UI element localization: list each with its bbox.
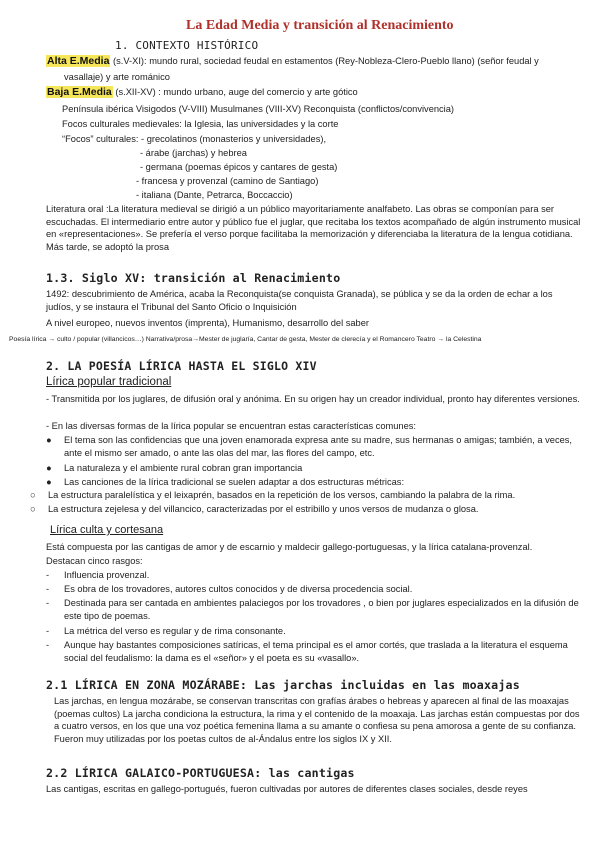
genres-footnote: Poesía lírica → culto / popular (villancicos…) Narrativa/prosa→Mester de juglaría, Cantar de gesta, Mester de clerecía y el Romancero Teatro → la Celestina [9, 336, 482, 343]
foco-italiana: - italiana (Dante, Petrarca, Boccaccio) [136, 190, 293, 200]
page-title: La Edad Media y transición al Renacimiento [186, 18, 454, 33]
dash-item-3 [46, 597, 582, 622]
circle-item-1 [30, 489, 590, 502]
alta-label: Alta E.Media [47, 55, 110, 67]
bullet-text: La naturaleza y el ambiente rural cobran gran importancia [64, 463, 303, 473]
dash-bullet: - [46, 570, 50, 580]
dash-bullet: - [46, 640, 50, 650]
dash-text: La métrica del verso es regular y de rima consonante. [64, 626, 286, 636]
bullet-item-2 [46, 462, 582, 475]
section-22-heading: 2.2 LÍRICA GALAICO-PORTUGUESA: las cantigas [46, 766, 355, 780]
circle-text: La estructura zejelesa y del villancico, caracterizadas por el estribillo y unos versos de mudanza o glosa. [48, 504, 479, 514]
circle-item-2 [30, 503, 590, 516]
baja-label: Baja E.Media [47, 86, 112, 98]
culta-q2: Destacan cinco rasgos: [46, 556, 143, 566]
section-21-paragraph: Las jarchas, en lengua mozárabe, se conservan transcritas con grafías árabes o hebreas y aparecen al final de las moaxajas (poemas cultos) La jarcha condiciona la estructura, la rima y el contenido de la moaxaja. Las jarchas están compuestas por dos a cuatro versos, en los que una voz poética femenina llama a su amante o confiesa su pena amorosa a gente de su confianza. Fueron muy utilizadas por los poetas cultos de al-Ándalus entre los siglos IX y XII. [54, 696, 580, 744]
dash-text: Aunque hay bastantes composiciones satíricas, el tema principal es el amor cortés, que traslada a la literatura el esquema social del feudalismo: la dama es el «señor» y el poeta es su «vasallo». [64, 640, 568, 663]
section-1-heading: 1. CONTEXTO HISTÓRICO [115, 39, 259, 52]
section-13-heading: 1.3. Siglo XV: transición al Renacimiento [46, 271, 341, 285]
dash-item-5 [46, 639, 582, 664]
dash-item-4 [46, 625, 582, 638]
dash-bullet: - [46, 584, 50, 594]
circle-bullet: ○ [30, 490, 36, 500]
section-22-paragraph: Las cantigas, escritas en gallego-portugués, fueron cultivadas por autores de diferentes clases sociales, desde reyes [46, 784, 528, 794]
dash-bullet: - [46, 626, 50, 636]
section-13-line2: A nivel europeo, nuevos inventos (imprenta), Humanismo, desarrollo del saber [46, 318, 369, 328]
dash-bullet: - [46, 598, 50, 608]
circle-text: La estructura paralelística y el leixaprén, basados en la repetición de los versos, cambiando la palabra de la rima. [48, 490, 516, 500]
baja-line [46, 87, 358, 98]
alta-text-2: vasallaje) y arte románico [64, 72, 170, 82]
section-2-heading: 2. LA POESÍA LÍRICA HASTA EL SIGLO XIV [46, 359, 317, 373]
bullet-text: El tema son las confidencias que una joven enamorada expresa ante su madre, sus hermanas o amigas; también, a veces, ante el mismo ser amado, o ante las olas del mar, las flores del campo, etc. [64, 435, 573, 458]
section-13-line1: 1492: descubrimiento de América, acaba la Reconquista(se conquista Granada), se pública y se da la orden de echar a los judíos, y se instaura el Tribunal del Santo Oficio o Inquisición [46, 289, 553, 312]
baja-text: (s.XII-XV) : mundo urbano, auge del comercio y arte gótico [115, 87, 358, 97]
lirica-culta-title: Lírica culta y cortesana [50, 524, 164, 536]
circle-bullet: ○ [30, 504, 36, 514]
dash-text: Influencia provenzal. [64, 570, 150, 580]
lirica-popular-title: Lírica popular tradicional [46, 376, 172, 388]
dash-text: Destinada para ser cantada en ambientes palaciegos por los trovadores , o bien por juglares especializados en la difusión de este tipo de poemas. [64, 598, 579, 621]
literatura-oral-paragraph: Literatura oral :La literatura medieval se dirigió a un público mayoritariamente analfabeto. Las obras se componían para ser escuchadas. El intermediario entre autor y público fue el juglar, que recitaba los textos acompañado de algún instrumento musical en «representaciones». Se prefería el verso porque facilitaba la memorización y diferenciaba la literatura de la lengua cotidiana. Más tarde, se adoptó la prosa [46, 204, 581, 252]
section-21-heading: 2.1 LÍRICA EN ZONA MOZÁRABE: Las jarchas incluidas en las moaxajas [46, 678, 520, 692]
foco-francesa: - francesa y provenzal (camino de Santiago) [136, 176, 319, 186]
bullet-item-1 [46, 434, 582, 459]
peninsula-line: Península ibérica Visigodos (V-VIII) Musulmanes (VIII-XV) Reconquista (conflictos/convivencia) [62, 104, 455, 114]
focos-culturales-line: “Focos” culturales: - grecolatinos (monasterios y universidades), [62, 134, 327, 144]
bullet-dot: ● [46, 477, 52, 487]
dash-text: Es obra de los trovadores, autores cultos conocidos y de diversa procedencia social. [64, 584, 413, 594]
foco-arabe: - árabe (jarchas) y hebrea [140, 148, 247, 158]
culta-q1: Está compuesta por las cantigas de amor y de escarnio y maldecir gallego-portuguesas, y la lírica catalana-provenzal. [46, 542, 533, 552]
dash-item-1 [46, 569, 582, 582]
alta-text: (s.V-XI): mundo rural, sociedad feudal en estamentos (Rey-Nobleza-Clero-Pueblo llano) (señor feudal y [113, 56, 539, 66]
bullet-item-3 [46, 476, 582, 489]
popular-p2: - En las diversas formas de la lírica popular se encuentran estas características comunes: [46, 421, 416, 431]
bullet-dot: ● [46, 435, 52, 445]
dash-item-2 [46, 583, 582, 596]
focos-line: Focos culturales medievales: la Iglesia, las universidades y la corte [62, 119, 339, 129]
bullet-text: Las canciones de la lírica tradicional se suelen adaptar a dos estructuras métricas: [64, 477, 405, 487]
bullet-dot: ● [46, 463, 52, 473]
foco-germana: - germana (poemas épicos y cantares de gesta) [140, 162, 338, 172]
popular-p1: - Transmitida por los juglares, de difusión oral y anónima. En su origen hay un creador individual, pronto hay diferentes versiones. [46, 394, 580, 404]
alta-line [46, 56, 539, 67]
